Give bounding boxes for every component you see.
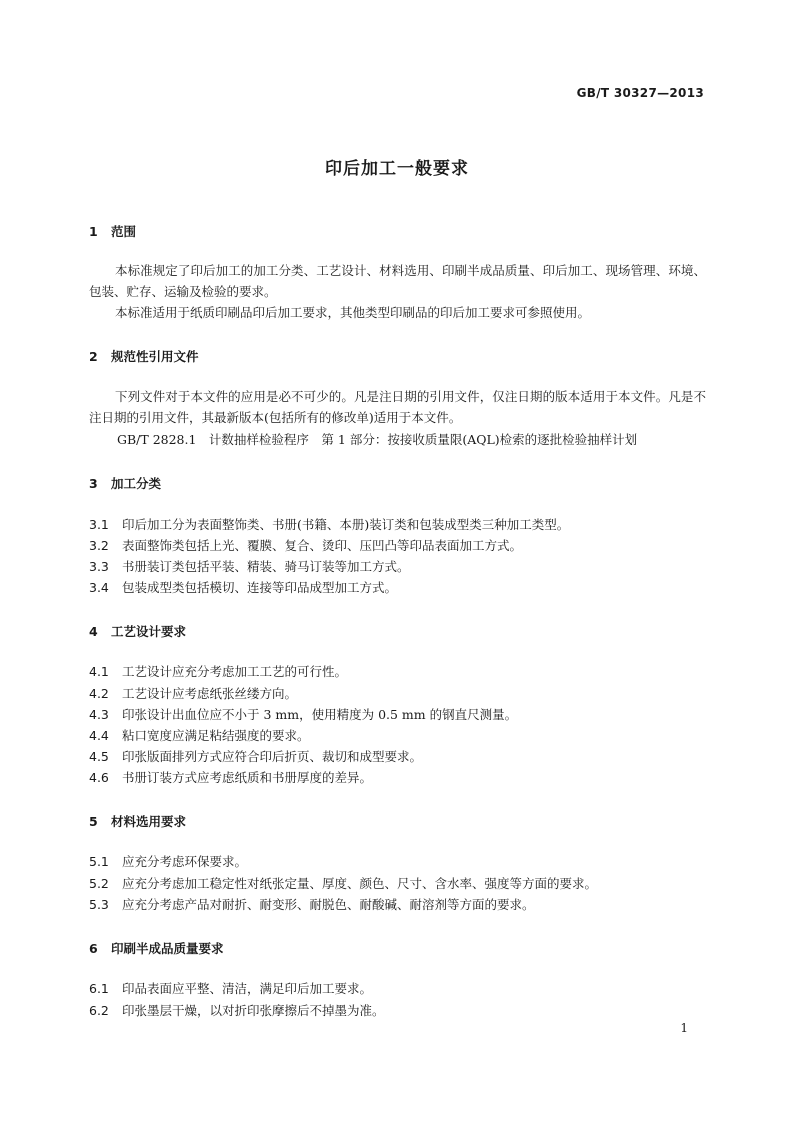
- clause-text: 工艺设计应考虑纸张丝缕方向。: [122, 686, 298, 701]
- clause-number: 3.3: [89, 559, 109, 574]
- section-1-paragraph-1: 本标准规定了印后加工的加工分类、工艺设计、材料选用、印刷半成品质量、印后加工、现场管理、环境、包装、贮存、运输及检验的要求。: [89, 263, 706, 299]
- section-title: 规范性引用文件: [111, 349, 199, 364]
- clause-text: 书册装订类包括平装、精装、骑马订装等加工方式。: [122, 559, 410, 574]
- clause-text: 印张设计出血位应不小于 3 mm，使用精度为 0.5 mm 的钢直尺测量。: [122, 707, 518, 722]
- section-title: 印刷半成品质量要求: [111, 941, 224, 956]
- clause-number: 3.1: [89, 517, 109, 532]
- section-title: 范围: [111, 224, 137, 239]
- clause-number: 4.1: [89, 664, 109, 679]
- clause-text: 应充分考虑加工稳定性对纸张定量、厚度、颜色、尺寸、含水率、强度等方面的要求。: [122, 876, 598, 891]
- clause-number: 4.6: [89, 770, 109, 785]
- clause-text: 工艺设计应充分考虑加工工艺的可行性。: [122, 664, 348, 679]
- clause-3-3: [89, 557, 706, 575]
- clause-text: 印后加工分为表面整饰类、书册(书籍、本册)装订类和包装成型类三种加工类型。: [122, 517, 570, 532]
- clause-4-5: [89, 747, 706, 765]
- clause-text: 印张墨层干燥，以对折印张摩擦后不掉墨为准。: [122, 1003, 385, 1018]
- clause-text: 应充分考虑环保要求。: [122, 854, 248, 869]
- section-1-heading: [89, 222, 136, 240]
- section-number: 6: [89, 941, 98, 956]
- section-4-heading: [89, 622, 186, 640]
- clause-number: 6.1: [89, 981, 109, 996]
- clause-number: 3.4: [89, 580, 109, 595]
- clause-3-4: [89, 578, 706, 596]
- clause-number: 5.3: [89, 897, 109, 912]
- section-title: 加工分类: [111, 476, 162, 491]
- clause-4-3: [89, 705, 706, 723]
- section-2-paragraph-1: 下列文件对于本文件的应用是必不可少的。凡是注日期的引用文件，仅注日期的版本适用于本文件。凡是不注日期的引用文件，其最新版本(包括所有的修改单)适用于本文件。: [89, 389, 706, 425]
- clause-5-1: [89, 852, 706, 870]
- clause-4-4: [89, 726, 706, 744]
- clause-text: 印张版面排列方式应符合印后折页、裁切和成型要求。: [122, 749, 423, 764]
- clause-number: 3.2: [89, 538, 109, 553]
- section-1-paragraph-2: 本标准适用于纸质印刷品印后加工要求，其他类型印刷品的印后加工要求可参照使用。: [115, 305, 591, 320]
- clause-4-2: [89, 684, 706, 702]
- clause-text: 应充分考虑产品对耐折、耐变形、耐脱色、耐酸碱、耐溶剂等方面的要求。: [122, 897, 535, 912]
- clause-text: 表面整饰类包括上光、覆膜、复合、烫印、压凹凸等印品表面加工方式。: [122, 538, 523, 553]
- clause-text: 印品表面应平整、清洁，满足印后加工要求。: [122, 981, 373, 996]
- clause-number: 4.3: [89, 707, 109, 722]
- section-3-heading: [89, 474, 161, 492]
- clause-4-6: [89, 768, 706, 786]
- section-title: 材料选用要求: [111, 814, 187, 829]
- clause-number: 4.2: [89, 686, 109, 701]
- clause-6-1: [89, 979, 706, 997]
- clause-text: 包装成型类包括模切、连接等印品成型加工方式。: [122, 580, 398, 595]
- normative-reference: GB/T 2828.1 计数抽样检验程序 第 1 部分：按接收质量限(AQL)检索的逐批检验抽样计划: [117, 432, 638, 447]
- clause-number: 4.5: [89, 749, 109, 764]
- clause-4-1: [89, 662, 706, 680]
- clause-5-2: [89, 874, 706, 892]
- section-number: 2: [89, 349, 98, 364]
- document-title: 印后加工一般要求: [325, 159, 469, 179]
- clause-text: 书册订装方式应考虑纸质和书册厚度的差异。: [122, 770, 373, 785]
- section-2-heading: [89, 347, 199, 365]
- section-number: 1: [89, 224, 98, 239]
- clause-number: 6.2: [89, 1003, 109, 1018]
- page-number: 1: [680, 1021, 688, 1035]
- section-6-heading: [89, 939, 224, 957]
- standard-code: GB/T 30327—2013: [576, 86, 704, 100]
- clause-5-3: [89, 895, 706, 913]
- section-number: 5: [89, 814, 98, 829]
- clause-6-2: [89, 1001, 706, 1019]
- section-5-heading: [89, 812, 186, 830]
- section-title: 工艺设计要求: [111, 624, 187, 639]
- clause-number: 5.2: [89, 876, 109, 891]
- section-number: 3: [89, 476, 98, 491]
- clause-number: 5.1: [89, 854, 109, 869]
- clause-3-1: [89, 515, 706, 533]
- clause-text: 粘口宽度应满足粘结强度的要求。: [122, 728, 310, 743]
- clause-number: 4.4: [89, 728, 109, 743]
- section-number: 4: [89, 624, 98, 639]
- clause-3-2: [89, 536, 706, 554]
